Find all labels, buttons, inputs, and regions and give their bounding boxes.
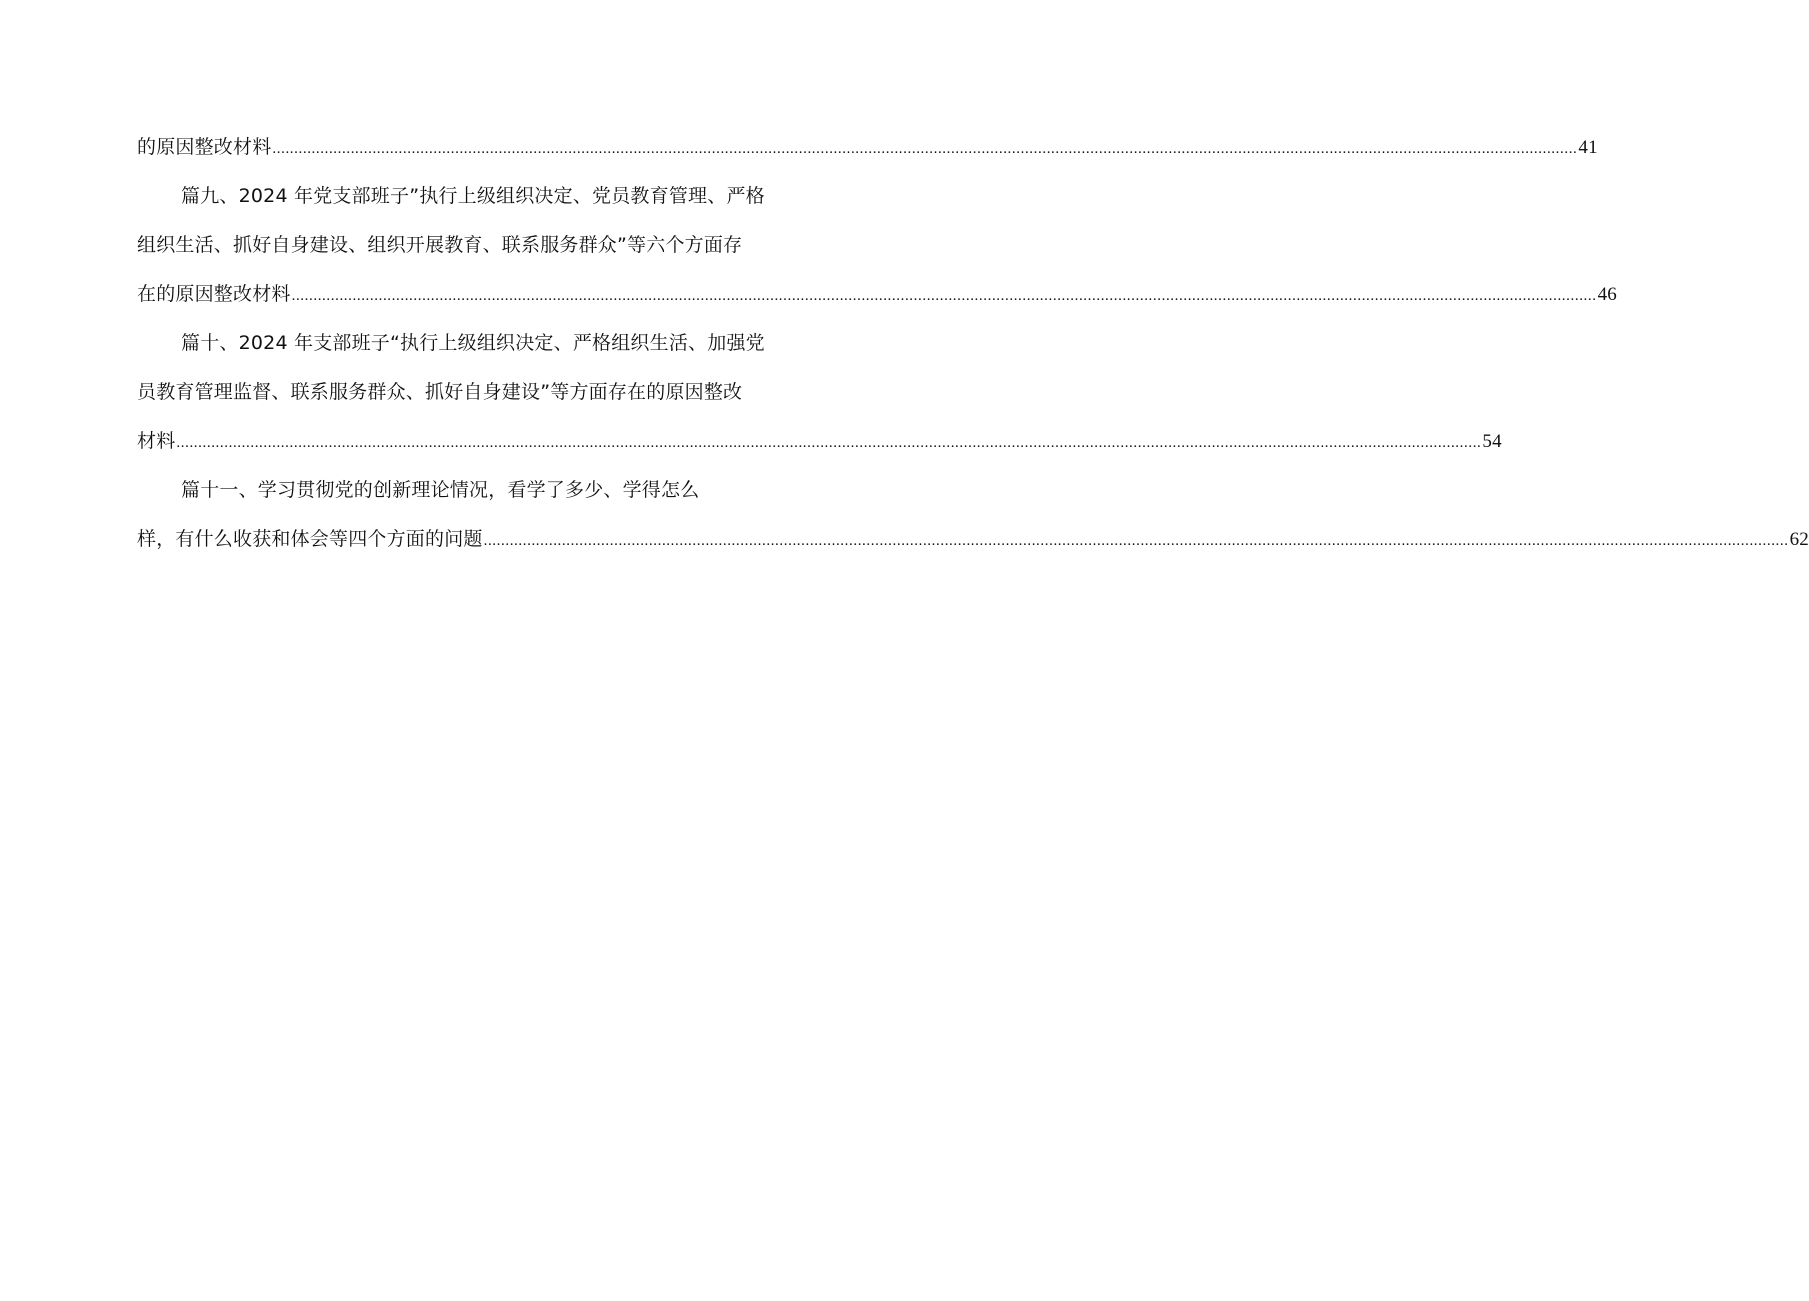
toc-entry-text: 在的原因整改材料 xyxy=(137,283,291,305)
toc-entry-54-line-2[interactable]: 员教育管理监督、联系服务群众、抓好自身建设”等方面存在的原因整改 xyxy=(137,381,743,403)
toc-entry-text: 的原因整改材料 xyxy=(137,136,272,158)
toc-leader-dots: ............................................................................................................................................................................................................................................................................................................ xyxy=(291,288,1597,304)
toc-leader-dots: ............................................................................................................................................................................................................................................................................................................ xyxy=(272,141,1578,157)
toc-leader-dots: ............................................................................................................................................................................................................................................................................................................ xyxy=(176,435,1482,451)
toc-entry-62-last-line[interactable] xyxy=(137,515,1809,564)
toc-entry-text: 材料 xyxy=(137,430,176,452)
toc-page-number: 41 xyxy=(1578,137,1598,158)
toc-entry-54-last-line[interactable] xyxy=(137,417,1502,466)
toc-entry-54-line-1[interactable]: 篇十、2024 年支部班子“执行上级组织决定、严格组织生活、加强党 xyxy=(181,332,765,354)
toc-entry-46-last-line[interactable] xyxy=(137,270,1618,319)
toc-entry-46-line-2[interactable]: 组织生活、抓好自身建设、组织开展教育、联系服务群众”等六个方面存 xyxy=(137,234,743,256)
toc-entry-41-last-line[interactable] xyxy=(137,123,1598,172)
toc-page-number: 46 xyxy=(1597,284,1618,305)
table-of-contents xyxy=(137,123,1809,564)
toc-entry-46-line-1[interactable]: 篇九、2024 年党支部班子”执行上级组织决定、党员教育管理、严格 xyxy=(181,185,765,207)
toc-page-number: 62 xyxy=(1789,529,1809,550)
toc-entry-62-line-1[interactable]: 篇十一、学习贯彻党的创新理论情况，看学了多少、学得怎么 xyxy=(181,479,700,501)
toc-entry-text: 样，有什么收获和体会等四个方面的问题 xyxy=(137,528,483,550)
toc-page-number: 54 xyxy=(1482,431,1502,452)
toc-leader-dots: ............................................................................................................................................................................................................................................................................................................ xyxy=(483,533,1789,549)
